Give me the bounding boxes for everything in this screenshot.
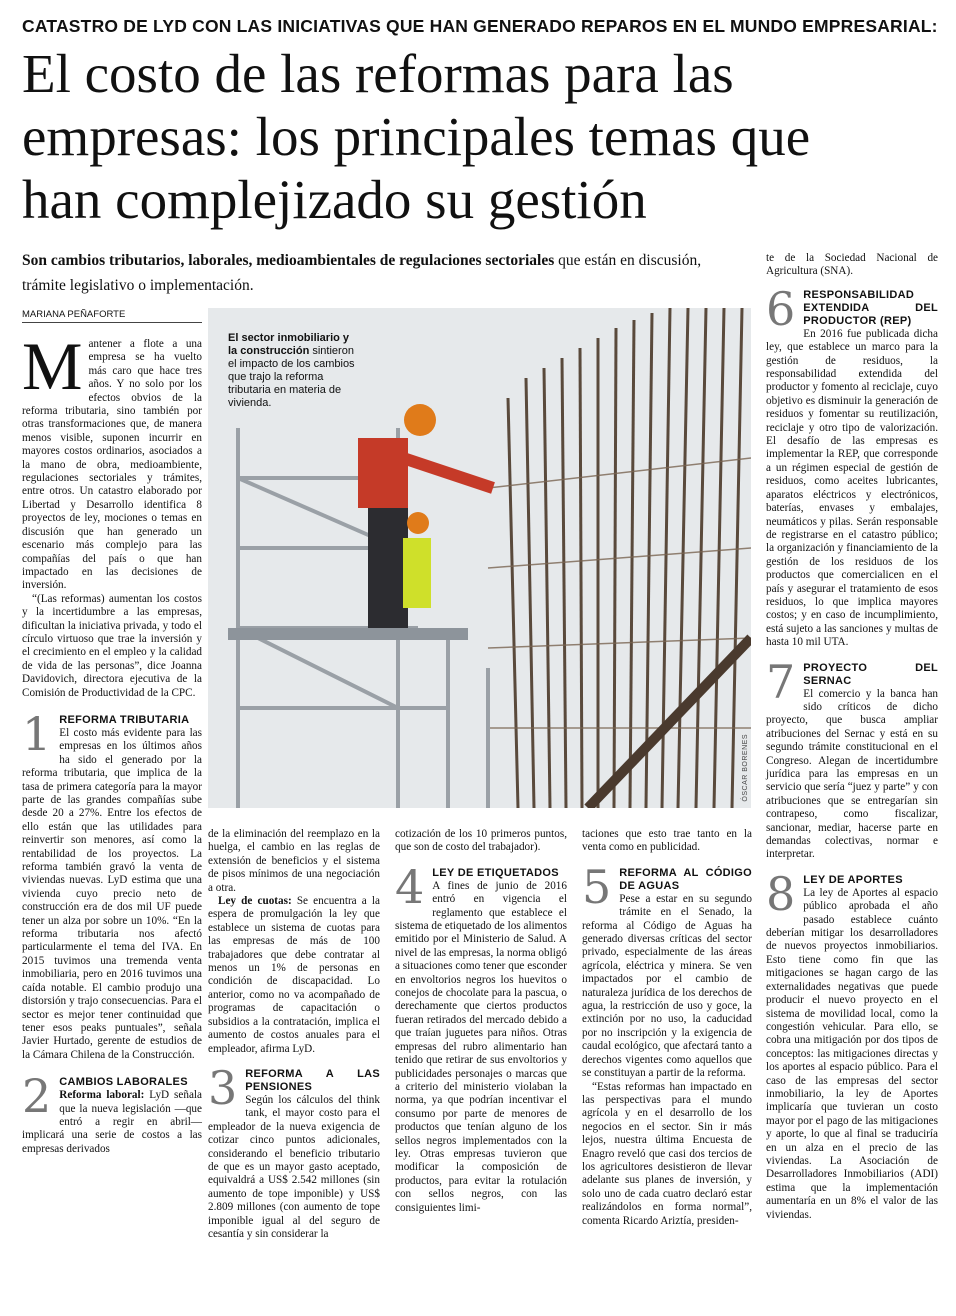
deck <box>22 248 727 298</box>
intro-text-1: antener a flote a una empresa se ha vuelto más caro que hace tres años. Y no solo por los efectos obvios de la reforma tributaria, sino también por otras transformaciones que, de manera menos visible, suponen incurrir en mayores costos ordinarios, asociados a la mano de obra, medioambiente, regulaciones sectoriales y trámites, entre otros. Un catastro elaborado por Libertad y Desarrollo identifica 8 proyectos de ley, mociones o temas en discusión que han generado un escenario más complejo para las compañías del país o que han impactado en las decisiones de inversión. <box>22 338 202 592</box>
headline-line-2: empresas: los principales temas que <box>22 106 811 167</box>
section-2 <box>22 1069 202 1156</box>
intro-paragraph-2: “(Las reformas) aumentan los costos y la incertidumbre a las empresas, dificultan la iniciativa privada, y todo el círculo virtuoso que trae la inversión y el crecimiento en el empleo y la calidad de vida de las personas”, dice Joanna Davidovich, directora ejecutiva de la Comisión de Productividad de la CPC. <box>22 592 202 699</box>
section-number-6: 6 <box>766 281 796 336</box>
section-title-3: REFORMA A LAS PENSIONES <box>245 1067 380 1093</box>
kicker: CATASTRO DE LYD CON LAS INICIATIVAS QUE HAN GENERADO REPAROS EN EL MUNDO EMPRESARIAL: <box>22 16 938 36</box>
section-2-paragraph-2 <box>208 895 380 1056</box>
section-2-text-2: Se encuentra a la espera de promulgación la ley que establece un sistema de cuotas para las empresas de más de 100 trabajadores que debe contratar al menos un 1% de personas en condición de discapacidad. Lo anterior, como no va acompañado de programas de capacitación o subsidios a la contratación, implica el aumento de costos anuales para el empleador, afirma LyD. <box>208 895 380 1055</box>
section-2-lead: Reforma laboral: <box>59 1089 145 1102</box>
construction-photo <box>208 308 751 808</box>
photo-caption-bold: El sector inmobiliario y la construcción <box>228 332 350 357</box>
section-5-continued: te de la Sociedad Nacional de Agricultura (SNA). <box>766 252 938 278</box>
headline-line-1: El costo de las reformas para las <box>22 43 734 104</box>
column-1 <box>22 328 202 1156</box>
dropcap: M <box>22 328 83 404</box>
section-3 <box>208 1060 380 1241</box>
deck-rest: que están en discusión, trámite legislativo o implementación. <box>22 252 702 294</box>
section-number-4: 4 <box>395 859 425 914</box>
section-6 <box>766 281 938 650</box>
section-6-text: En 2016 fue publicada dicha ley, que establece un marco para la gestión de residuos, la responsabilidad extendida del productor y fomento al reciclaje, cuyo objetivo es disminuir la generación de residuos y fomentar su reutilización, reciclaje y otro tipo de valorización. El desafío de las empresas es implementar la REP, que corresponde a un régimen especial de gestión de residuos, como aceites lubricantes, aparatos eléctricos y electrónicos, baterías, envases y embalajes, neumáticos y pilas. Serán responsable de registrarse en el catastro público; la organización y financiamiento de la gestión de los residuos de los productos que comercialicen en el país y asegurar el tratamiento de esos residuos, lo que implica mayores costos; y en caso de incumplimiento, está sujeto a las sanciones y multas de hasta 10 mil UTA. <box>766 327 938 649</box>
section-title-5: REFORMA AL CÓDIGO DE AGUAS <box>619 866 752 892</box>
photo-credit: ÓSCAR BORENES <box>742 734 749 802</box>
column-4 <box>582 828 752 1228</box>
section-7-text: El comercio y la banca han sido críticos de dicho proyecto, que busca ampliar atribuciones del Sernac y está en su segundo trámite constitucional en el Congreso. Alegan de incertidumbre jurídica para las empresas en un servicio que sería “juez y parte” y con atribuciones que se entregarían sin contrapeso, como fiscalizar, sancionar, mediar, hacerse parte en demandas colectivas, normar e interpretar. <box>766 687 938 861</box>
section-title-8: LEY DE APORTES <box>803 873 903 886</box>
section-8 <box>766 866 938 1222</box>
section-4-continued: taciones que esto trae tanto en la venta como en publicidad. <box>582 828 752 854</box>
section-title-2: CAMBIOS LABORALES <box>59 1076 188 1089</box>
column-2 <box>208 828 380 1241</box>
section-number-3: 3 <box>208 1060 238 1115</box>
section-4-text: A fines de junio de 2016 entró en vigencia el reglamento que establece el sistema de etiquetado de los alimentos emitido por el Ministerio de Salud. A nivel de las empresas, la norma obligó a situaciones como tener que esconder en envoltorios negros los huevitos o conejos de chocolate para la pascua, o derechamente que ciertos productos fueran retirados del mercado debido a que traían juguetes para niños. Otras empresas del rubro alimentario han tenido que retirar de sus envoltorios y publicidades personajes o marcas que a criterio del ministerio violaban la norma, ya que podrían incentivar el consumo por parte de menores de productos que tenían alguno de los sellos negros implementados con la ley. Otras empresas tuvieron que modificar la composición de productos, para evitar la rotulación con sellos negros, con las consiguientes limi- <box>395 879 567 1214</box>
section-2-lead-2: Ley de cuotas: <box>218 895 292 908</box>
deck-bold: Son cambios tributarios, laborales, medioambientales de regulaciones sectoriales <box>22 252 555 269</box>
section-5 <box>582 859 752 1228</box>
section-number-7: 7 <box>766 654 796 709</box>
column-5 <box>766 252 938 1222</box>
section-3-text: Según los cálculos del think tank, el mayor costo para el empleador de la nueva exigencia de cotizar cinco puntos adicionales, considerando el beneficio tributario de que es un mayor gasto aceptado, equivaldrá a US$ 2.542 millones (sin aumento de tope imponible) y US$ 2.809 millones (con aumento de tope imponible igual al del seguro de cesantía y sin considerar la <box>208 1093 380 1240</box>
headline-line-3: han complejizado su gestión <box>22 169 647 230</box>
section-7 <box>766 654 938 862</box>
section-2-text-1: LyD señala que la nueva legislación —que entró a regir en abril— implicará una serie de costos a las empresas derivados <box>22 1089 202 1155</box>
photo-caption-text: sintieron el impacto de los cambios que trajo la reforma tributaria en materia de vivienda. <box>228 345 355 409</box>
headline <box>22 42 942 231</box>
section-8-text: La ley de Aportes al espacio público aprobada el año pasado establece cuánto deberían mitigar los desarrolladores de nuevos proyectos inmobiliarios. Esto tiene como fin que las mitigaciones se hagan cargo de las externalidades negativas que puede producir el nuevo proyecto en el sistema de movilidad local, como la congestión vehicular. Para ello, se cobra una mitigación por dos tipos de conceptos: las mitigaciones directas y los aportes al espacio público. Para el caso de las empresas del sector inmobiliario, la ley de Aportes implicaría que tuvieran un costo mayor por el pago de las mitigaciones y aporte, lo que al final se traduciría en un alza en el precio de las viviendas. La Asociación de Desarrolladores Inmobiliarios (ADI) estima que la implementación aumentaría en un 8% el valor de las viviendas. <box>766 886 938 1221</box>
column-3 <box>395 828 567 1215</box>
section-5-text-1: Pese a estar en su segundo trámite en el Senado, la reforma al Código de Aguas ha generado diversas críticas del sector privado, especialmente de las áreas agrícola, eléctrica y minera. Se ven impactados por el cambio de naturaleza jurídica de los derechos de agua, la restricción de uso y goce, la extinción por no uso, la caducidad por no inscripción y la exigencia de caudal ecológico, que afectará tanto a derechos vigentes como aquellos que se constituyan a partir de la reforma. <box>582 892 752 1080</box>
section-2-continued: de la eliminación del reemplazo en la huelga, el cambio en las reglas de extensión de beneficios y el sistema de pisos mínimos de una negociación a otra. <box>208 828 380 894</box>
section-1-text: El costo más evidente para las empresas en los últimos años ha sido el generado por la reforma tributaria, que implica de la tasa de primera categoría para la mayor parte de las grandes compañías sube desde 20 a 27%. Entre los efectos de ello están que las utilidades para reinvertir son menores, así como la rentabilidad de los proyectos. La reforma también gravó la venta de viviendas nuevas. LyD estima que una vivienda cuyo precio neto de construcción era de dos mil UF puede tener un alza por sobre un 10%. “En la reforma tributaria nos afectó particularmente el tema del IVA. En 2015 tuvimos una tremenda venta inmobiliaria, pero en 2016 tuvimos una caída notable. El cambio produjo una distorsión y trajo consecuencias. Para el sector es mejor tener continuidad que tener esos peaks puntuales”, señala Javier Hurtado, gerente de estudios de la Cámara Chilena de la Construcción. <box>22 726 202 1061</box>
section-number-2: 2 <box>22 1069 52 1124</box>
section-3-continued: cotización de los 10 primeros puntos, que son de costo del trabajador). <box>395 828 567 854</box>
section-title-4: LEY DE ETIQUETADOS <box>432 866 559 879</box>
section-title-6: RESPONSABILIDAD EXTENDIDA DEL PRODUCTOR (REP) <box>803 288 938 327</box>
byline: MARIANA PEÑAFORTE <box>22 309 202 323</box>
section-number-1: 1 <box>22 706 52 761</box>
section-number-5: 5 <box>582 859 612 914</box>
photo-caption <box>228 332 358 410</box>
section-4 <box>395 859 567 1215</box>
section-1 <box>22 706 202 1062</box>
section-number-8: 8 <box>766 866 796 921</box>
intro-paragraph-1 <box>22 328 202 593</box>
section-title-7: PROYECTO DEL SERNAC <box>803 661 938 687</box>
section-5-text-2: “Estas reformas han impactado en las perspectivas para el mundo agrícola y en el desarrollo de los negocios en el sector. Sin ir más lejos, nuestra última Encuesta de Enagro reveló que casi dos tercios de los agricultores desistieron de llevar adelante sus planes de inversión, y solo uno de cada cuatro declaró estar realizándolos en forma normal”, comenta Ricardo Ariztía, presiden- <box>582 1080 752 1227</box>
section-title-1: REFORMA TRIBUTARIA <box>59 713 190 726</box>
